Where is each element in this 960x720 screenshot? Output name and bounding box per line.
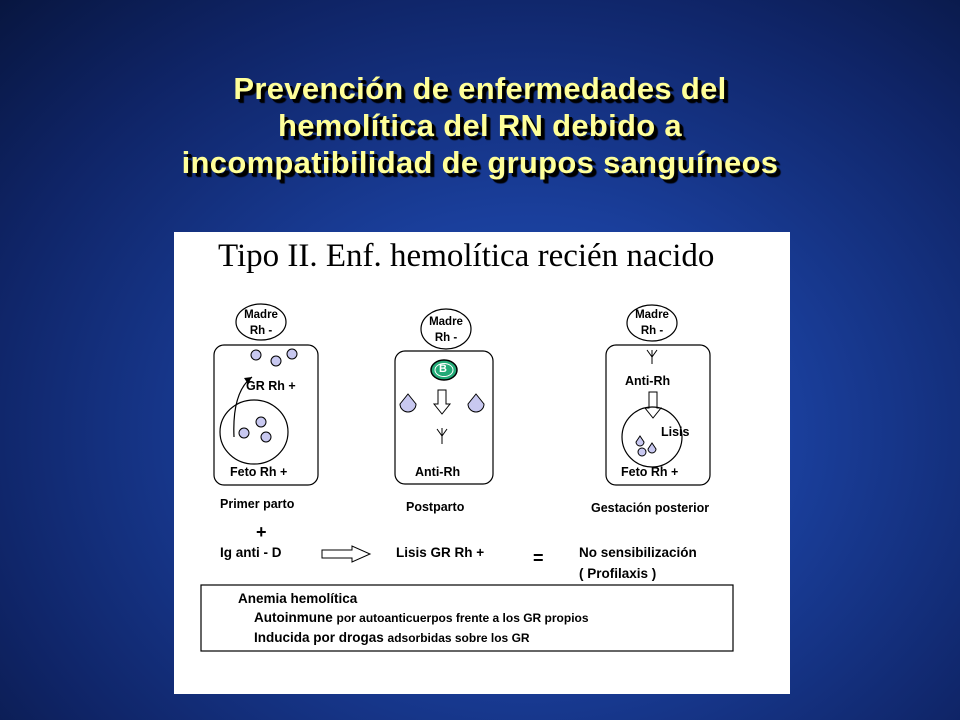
antibody-symbol: [647, 350, 657, 364]
slide-title-line-2: hemolítica del RN debido a: [278, 108, 682, 143]
red-cell: [261, 432, 271, 442]
antibody-label: Anti-Rh: [625, 374, 671, 388]
anemia-item-autoimmune: Autoinmune por autoanticuerpos frente a los GR propios: [254, 610, 589, 625]
slide-title-line-3: incompatibilidad de grupos sanguíneos: [181, 145, 779, 180]
figure-title: Tipo II. Enf. hemolítica recién nacido: [218, 238, 715, 274]
slide-title: [0, 70, 960, 181]
red-cell: [271, 356, 281, 366]
red-cell: [239, 428, 249, 438]
b-badge-letter: B: [439, 363, 447, 375]
equals-sign: =: [533, 548, 544, 568]
mother-label: Madre Rh -: [429, 316, 463, 344]
anemia-item-drugs: Inducida por drogas adsorbidas sobre los GR: [254, 630, 530, 645]
outcome-label: No sensibilización: [579, 545, 697, 560]
uterus-box-1: [214, 345, 318, 485]
fetus-circle-1: [220, 400, 288, 464]
result-label: Lisis GR Rh +: [396, 545, 485, 560]
fetus-label: Feto Rh +: [230, 465, 288, 479]
treatment-label: Ig anti - D: [220, 545, 282, 560]
panel-caption: Gestación posterior: [591, 501, 710, 515]
red-cell: [251, 350, 261, 360]
antibody-coated-cell: [400, 394, 416, 412]
anemia-title: Anemia hemolítica: [238, 591, 358, 606]
rh-cells-label: GR Rh +: [246, 379, 296, 393]
red-cell: [287, 349, 297, 359]
mother-label: Madre Rh -: [244, 309, 278, 337]
antibody-coated-cell: [468, 394, 484, 412]
lysed-cell: [648, 443, 656, 453]
panel-caption: Primer parto: [220, 497, 295, 511]
uterus-box-3: [606, 345, 710, 485]
down-arrow: [434, 390, 450, 414]
figure-image: [174, 232, 790, 694]
plus-sign: +: [256, 522, 267, 542]
slide-title-line-1: Prevención de enfermedades del: [233, 71, 727, 106]
lysed-cell: [636, 436, 644, 446]
mother-label: Madre Rh -: [635, 309, 669, 337]
red-cell: [256, 417, 266, 427]
antibody-symbol: [437, 428, 447, 444]
red-cell: [638, 448, 646, 456]
fetus-label: Feto Rh +: [621, 465, 679, 479]
outcome-sublabel: ( Profilaxis ): [579, 566, 657, 581]
antibody-label: Anti-Rh: [415, 465, 461, 479]
lysis-label: Lisis: [661, 425, 690, 439]
down-arrow: [645, 392, 661, 418]
equation-arrow: [322, 546, 370, 562]
panel-caption: Postparto: [406, 500, 465, 514]
